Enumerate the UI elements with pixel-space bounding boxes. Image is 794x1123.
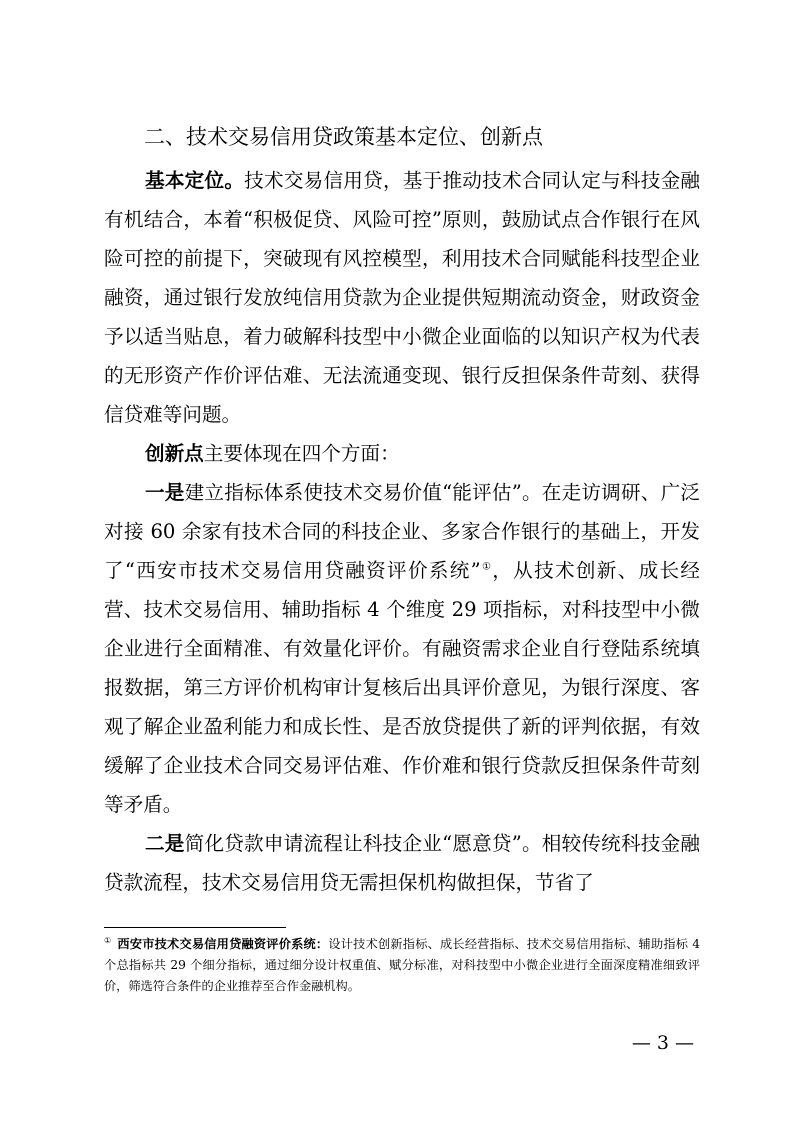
footnote [104,934,700,997]
paragraph-lead: 一是 [145,481,185,504]
paragraph-innovation-intro [104,434,700,473]
paragraph-lead: 二是 [145,832,185,855]
footnote-mark: ① [104,935,112,945]
paragraph-text: 建立指标体系使技术交易价值“能评估”。在走访调研、广泛对接 60 余家有技术合同的科技企业、多家合作银行的基础上，开发了“西安市技术交易信用贷融资评价系统” [104,481,701,582]
footnote-lead: 西安市技术交易信用贷融资评价系统： [117,937,329,951]
paragraph-text: 简化贷款申请流程让科技企业“愿意贷”。相较传统科技金融贷款流程，技术交易信用贷无需担保机构做担保，节省了 [104,832,701,894]
paragraph-lead: 创新点 [145,442,204,465]
paragraph-point-two [104,824,700,902]
section-heading: 二、技术交易信用贷政策基本定位、创新点 [144,125,543,149]
paragraph-text: 技术交易信用贷，基于推动技术合同认定与科技金融有机结合，本着“积极促贷、风险可控”原则，鼓励试点合作银行在风险可控的前提下，突破现有风控模型，利用技术合同赋能科技型企业融资，通过银行发放纯信用贷款为企业提供短期流动资金，财政资金予以适当贴息，着力破解科技型中小微企业面临的以知识产权为代表的无形资产作价评估难、无法流通变现、银行反担保条件苛刻、获得信贷难等问题。 [104,169,701,426]
paragraph-point-one [104,473,700,824]
paragraph-basic-positioning [104,161,700,434]
page-number: — 3 — [631,1032,694,1054]
footnote-text: 设计技术创新指标、成长经营指标、技术交易信用指标、辅助指标 4 个总指标共 29 个细分指标，通过细分设计权重值、赋分标准，对科技型中小微企业进行全面深度精准细致评价，筛选符合条件的企业推荐至合作金融机构。 [104,937,701,993]
paragraph-text: 主要体现在四个方面： [203,442,400,465]
body-text [104,161,700,902]
footnote-divider [104,927,286,928]
paragraph-lead: 基本定位。 [145,169,245,192]
footnote-reference[interactable]: ① [480,561,493,573]
paragraph-text-continued: ，从技术创新、成长经营、技术交易信用、辅助指标 4 个维度 29 项指标，对科技型中小微企业进行全面精准、有效量化评价。有融资需求企业自行登陆系统填报数据，第三方评价机构审计复核后出具评价意见，为银行深度、客观了解企业盈利能力和成长性、是否放贷提供了新的评判依据，有效缓解了企业技术合同交易评估难、作价难和银行贷款反担保条件苛刻等矛盾。 [104,559,700,816]
